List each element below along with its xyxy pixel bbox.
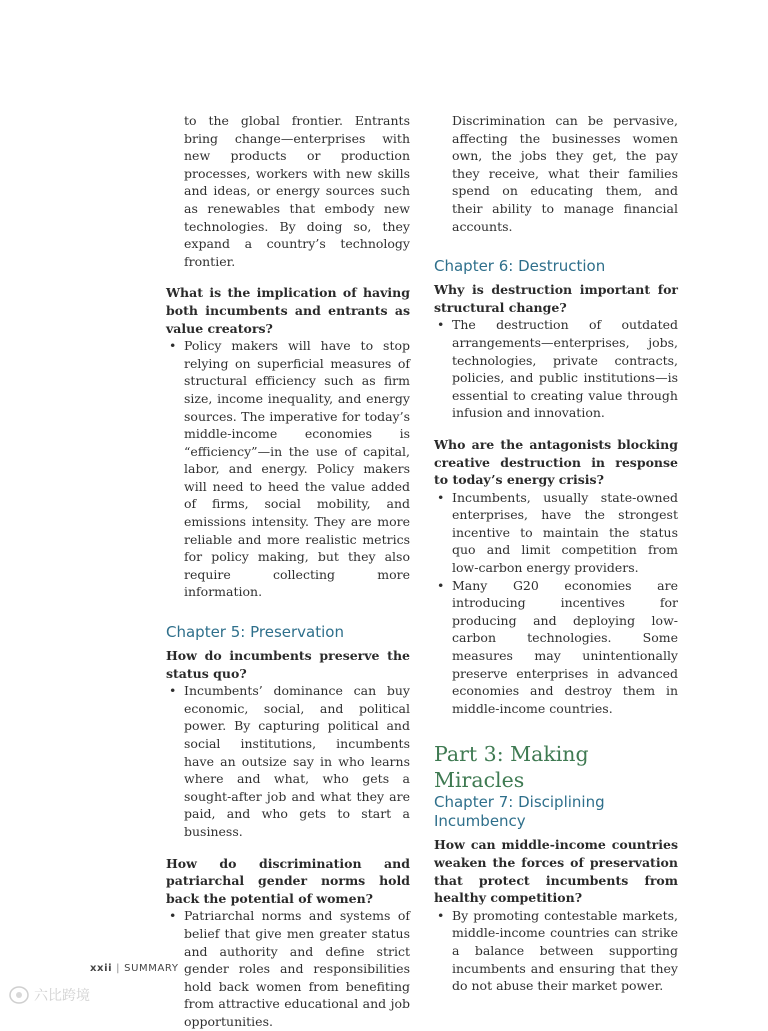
discrimination-continued-text: Discrimination can be pervasive, affecting the businesses women own, the jobs they get, the pay they receive, what their families spend on educating them, and their ability to manage financial accounts. <box>452 113 678 234</box>
page-footer <box>90 963 179 974</box>
question-preserve: How do incumbents preserve the status quo? <box>166 648 410 681</box>
answer-list-preserve <box>166 682 410 840</box>
answer-list-weaken <box>434 907 678 995</box>
page-number: xxii <box>90 963 113 974</box>
answer-list-discrimination <box>166 907 410 1030</box>
left-column <box>166 112 410 1031</box>
answer-antagonists-1: • Incumbents, usually state-owned enterprises, have the strongest incentive to maintain the status quo and limit competition from low-carbon energy providers. <box>434 489 678 577</box>
question-antagonists: Who are the antagonists blocking creative destruction in response to today’s energy crisis? <box>434 436 678 488</box>
watermark-logo <box>8 984 118 1010</box>
question-discrimination: How do discrimination and patriarchal gender norms hold back the potential of women? <box>166 855 410 906</box>
intro-continued-text: to the global frontier. Entrants bring change—enterprises with new products or production processes, workers with new skills and ideas, or energy sources such as renewables that embody new technologies. By doing so, they expand a country’s technology frontier. <box>184 113 410 269</box>
watermark-text: 六比跨境 <box>34 988 90 1004</box>
chapter-6-heading: Chapter 6: Destruction <box>434 257 606 276</box>
answer-weaken: • By promoting contestable markets, middle-income countries can strike a balance between supporting incumbents and ensuring that they do not abuse their market power. <box>434 907 678 995</box>
answer-antagonists-2: • Many G20 economies are introducing incentives for producing and deploying low-carbon technologies. Some measures may unintentionally preserve enterprises in advanced economies and destroy them in middle-income countries. <box>434 577 678 718</box>
chapter-7-heading: Chapter 7: Disciplining Incumbency <box>434 793 605 831</box>
answer-list-antagonists <box>434 489 678 718</box>
answer-preserve: • Incumbents’ dominance can buy economic, social, and political power. By capturing political and social institutions, incumbents have an outsize say in who learns where and what, who gets a sought-after job and what they are paid, and who gets to start a business. <box>166 682 410 840</box>
answer-discrimination: • Patriarchal norms and systems of belief that give men greater status and authority and define strict gender roles and responsibilities hold back women from benefiting from attractive educational and job opportunities. <box>166 907 410 1030</box>
answer-implication: • Policy makers will have to stop relying on superficial measures of structural efficiency such as firm size, income inequality, and energy sources. The imperative for today’s middle-income economies is “efficiency”—in the use of capital, labor, and energy. Policy makers will need to heed the value added of firms, social mobility, and emissions intensity. They are more reliable and more realistic metrics for policy making, but they also require collecting more information. <box>166 337 410 601</box>
chapter-5-heading: Chapter 5: Preservation <box>166 623 344 642</box>
question-weaken: How can middle-income countries weaken the forces of preservation that protect incumbents from healthy competition? <box>434 837 678 906</box>
footer-section-label: SUMMARY <box>124 963 179 974</box>
answer-list-destruction <box>434 316 678 422</box>
question-implication: What is the implication of having both incumbents and entrants as value creators? <box>166 285 410 336</box>
watermark-icon <box>8 984 118 1006</box>
answer-list-implication <box>166 337 410 601</box>
part-3-heading: Part 3: Making Miracles <box>434 742 589 793</box>
question-destruction: Why is destruction important for structural change? <box>434 282 678 315</box>
right-column <box>434 112 678 995</box>
footer-separator: | <box>116 963 121 974</box>
answer-destruction: • The destruction of outdated arrangements—enterprises, jobs, technologies, private contracts, policies, and public institutions—is essential to creating value through infusion and innovation. <box>434 316 678 422</box>
